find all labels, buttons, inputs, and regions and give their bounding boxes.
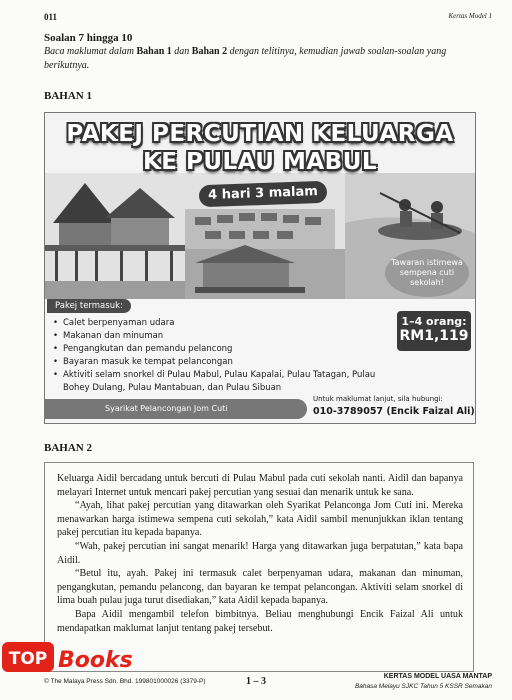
series-subtitle: Bahasa Melayu SJKC Tahun 5 KSSR Semakan <box>354 683 492 690</box>
paragraph: “Betul itu, ayah. Pakej ini termasuk calet berpenyaman udara, makanan dan minuman, pengangkutan, pemandu pelancong, dan bayaran ke tempat pelancongan. Aktiviti selam snorkel di lima buah pulau juga turut disediakan,” kata Aidil kepada bapanya. <box>57 568 463 607</box>
poster-title-line2: KE PULAU MABUL <box>142 149 378 175</box>
list-item: • Bayaran masuk ke tempat pelancongan <box>53 356 393 369</box>
list-item: • Pengangkutan dan pemandu pelancong <box>53 343 393 356</box>
header-title: Kertas Model 1 <box>448 12 492 20</box>
advertisement-poster <box>44 112 476 424</box>
bahan2-label: BAHAN 2 <box>44 442 92 454</box>
list-item: • Calet berpenyaman udara <box>53 317 393 330</box>
promo-bubble: Tawaran istimewa sempena cuti sekolah! <box>385 249 469 297</box>
price-value: RM1,119 <box>399 328 469 344</box>
instructions: Baca maklumat dalam Bahan 1 dan Bahan 2 dengan telitinya, kemudian jawab soalan-soalan yang berikutnya. <box>44 46 447 71</box>
paragraph: “Ayah, lihat pakej percutian yang ditawarkan oleh Syarikat Pelanconga Jom Cuti ini. Mereka menawarkan harga istimewa sempena cuti sekolah,” kata Aidil sambil menunjukkan iklan tentang pakej percutian itu kepada bapanya. <box>57 500 463 539</box>
price-box <box>397 311 471 351</box>
price-group: 1–4 orang: <box>401 315 467 328</box>
paragraph: Keluarga Aidil bercadang untuk bercuti di Pulau Mabul pada cuti sekolah nanti. Aidil dan bapanya melayari Internet untuk mencari pakej percutian yang sesuai dan menarik untuk ke sana. <box>57 473 463 498</box>
topbooks-logo <box>2 640 152 676</box>
poster-title-line1: PAKEJ PERCUTIAN KELUARGA <box>66 121 454 147</box>
package-label: Pakej termasuk: <box>47 299 131 313</box>
series-title: KERTAS MODEL UASA MANTAP <box>383 673 492 680</box>
svg-text:Books: Books <box>58 648 133 673</box>
page-number: 1 – 3 <box>246 676 266 687</box>
contact-phone: 010-3789057 (Encik Faizal Ali) <box>313 406 475 417</box>
paragraph: “Wah, pakej percutian ini sangat menarik! Harga yang ditawarkan juga berpatutan,” kata bapa Aidil. <box>57 540 463 566</box>
paragraph: Bapa Aidil mengambil telefon bimbitnya. Beliau menghubungi Encik Faizal Ali untuk mendapatkan maklumat lanjut tentang pakej tersebut. <box>57 608 463 634</box>
company-name: Syarikat Pelancongan Jom Cuti <box>45 399 307 419</box>
question-title: Soalan 7 hingga 10 <box>44 32 133 44</box>
bahan1-label: BAHAN 1 <box>44 90 92 102</box>
copyright: © The Malaya Press Sdn. Bhd. 199801000026 (3379-P) <box>44 678 206 685</box>
svg-text:TOP: TOP <box>8 649 48 669</box>
page-code: 011 <box>44 12 58 22</box>
list-item: • Makanan dan minuman <box>53 330 393 343</box>
contact-note: Untuk maklumat lanjut, sila hubungi: <box>313 395 443 403</box>
package-includes-list <box>53 317 393 395</box>
list-item: • Aktiviti selam snorkel di Pulau Mabul, Pulau Kapalai, Pulau Tatagan, Pulau Bohey Dulang, Pulau Mantabuan, dan Pulau Sibuan <box>53 369 393 395</box>
duration-badge: 4 hari 3 malam <box>199 181 328 207</box>
